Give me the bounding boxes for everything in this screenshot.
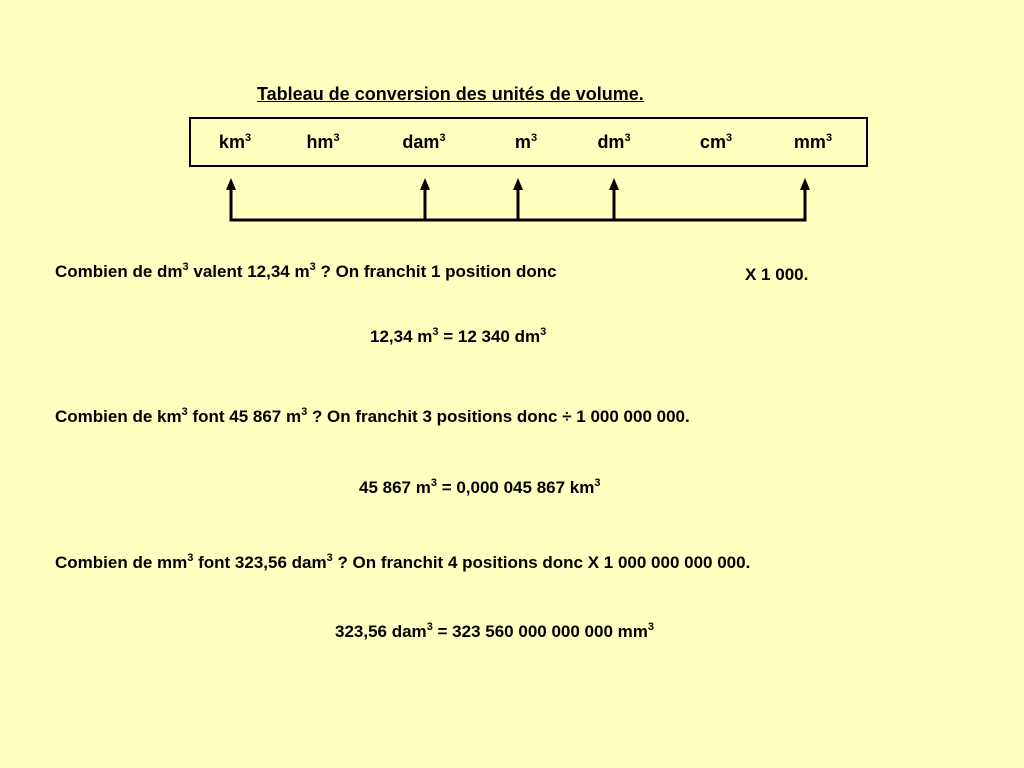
unit-dam: dam$^3$ — [402, 132, 446, 152]
answer-3: 323,56 dam$^3$ = 323 560 000 000 000 $mm^3$ — [335, 621, 654, 641]
question-3: Combien de $mm^3$ font 323,56 dam$^3$ ? On franchit 4 positions donc X 1 000 000 000 000. — [55, 552, 751, 572]
arrowhead-dam — [420, 178, 430, 190]
arrowhead-dm — [609, 178, 619, 190]
arrowhead-mm — [800, 178, 810, 190]
unit-hm: $hm^3$ — [306, 132, 340, 152]
unit-dm: $dm^3$ — [597, 132, 631, 152]
answer-2: 45 867 $m^3 = 0,000$ 045 867 $km^3$ — [359, 477, 601, 497]
arrowhead-m — [513, 178, 523, 190]
unit-mm: $mm^3$ — [793, 132, 833, 152]
arrowhead-km — [226, 178, 236, 190]
question-1: Combien de $dm^3$ valent 12,34 $m^3$ ? On franchit 1 position donc — [55, 261, 557, 281]
unit-km: $km^3$ — [218, 132, 252, 152]
page-title: Tableau de conversion des unités de volume. — [257, 84, 644, 104]
unit-m: $m^3$ — [514, 132, 538, 152]
answer-1: 12,34 $m^3 = 12$ 340 $dm^3$ — [370, 326, 547, 346]
question-1-operation: X 1 000. — [745, 265, 809, 284]
question-2: Combien de $km^3$ font 45 867 $m^3$ ? On franchit 3 positions donc ÷ 1 000 000 000. — [55, 406, 690, 426]
unit-cm: $cm^3$ — [699, 132, 733, 152]
